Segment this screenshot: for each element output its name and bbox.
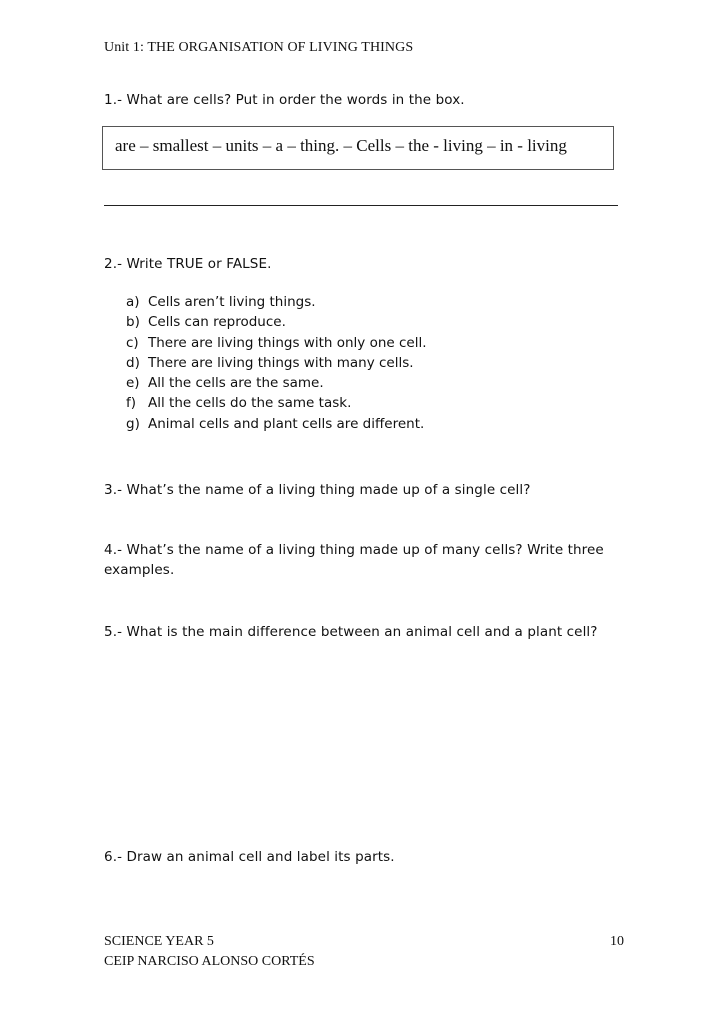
item-letter: g)	[126, 415, 140, 432]
true-false-list	[126, 294, 427, 436]
item-statement: Cells can reproduce.	[148, 314, 286, 331]
word-box-text: are – smallest – units – a – thing. – Cells – the - living – in - living	[115, 136, 567, 155]
item-statement: All the cells do the same task.	[148, 395, 352, 412]
word-box	[102, 126, 614, 170]
item-statement: There are living things with only one cell.	[148, 334, 427, 351]
item-letter: d)	[126, 354, 140, 371]
item-letter: c)	[126, 334, 139, 351]
item-letter: b)	[126, 314, 140, 331]
list-item	[126, 314, 427, 334]
item-statement: All the cells are the same.	[148, 375, 324, 392]
list-item	[126, 294, 427, 314]
list-item	[126, 375, 427, 395]
list-item	[126, 335, 427, 355]
question-3-text: 3.- What’s the name of a living thing made up of a single cell?	[104, 482, 531, 498]
answer-line	[104, 205, 618, 206]
question-4-text-line2: examples.	[104, 562, 175, 578]
list-item	[126, 395, 427, 415]
item-letter: e)	[126, 375, 140, 392]
question-2-text: 2.- Write TRUE or FALSE.	[104, 256, 272, 272]
list-item	[126, 416, 427, 436]
question-4-text-line1: 4.- What’s the name of a living thing made up of many cells? Write three	[104, 542, 604, 558]
question-6-text: 6.- Draw an animal cell and label its parts.	[104, 849, 395, 865]
item-statement: Animal cells and plant cells are different.	[148, 415, 425, 432]
question-5-text: 5.- What is the main difference between an animal cell and a plant cell?	[104, 624, 598, 640]
list-item	[126, 355, 427, 375]
item-statement: Cells aren’t living things.	[148, 294, 316, 310]
page-number: 10	[610, 934, 624, 949]
page-header-title: Unit 1: THE ORGANISATION OF LIVING THINGS	[104, 40, 414, 55]
item-statement: There are living things with many cells.	[148, 354, 414, 371]
item-letter: f)	[126, 395, 137, 412]
item-letter: a)	[126, 294, 140, 310]
footer-school: CEIP NARCISO ALONSO CORTÉS	[104, 954, 315, 969]
footer-subject: SCIENCE YEAR 5	[104, 934, 214, 949]
question-1-text: 1.- What are cells? Put in order the words in the box.	[104, 92, 465, 108]
